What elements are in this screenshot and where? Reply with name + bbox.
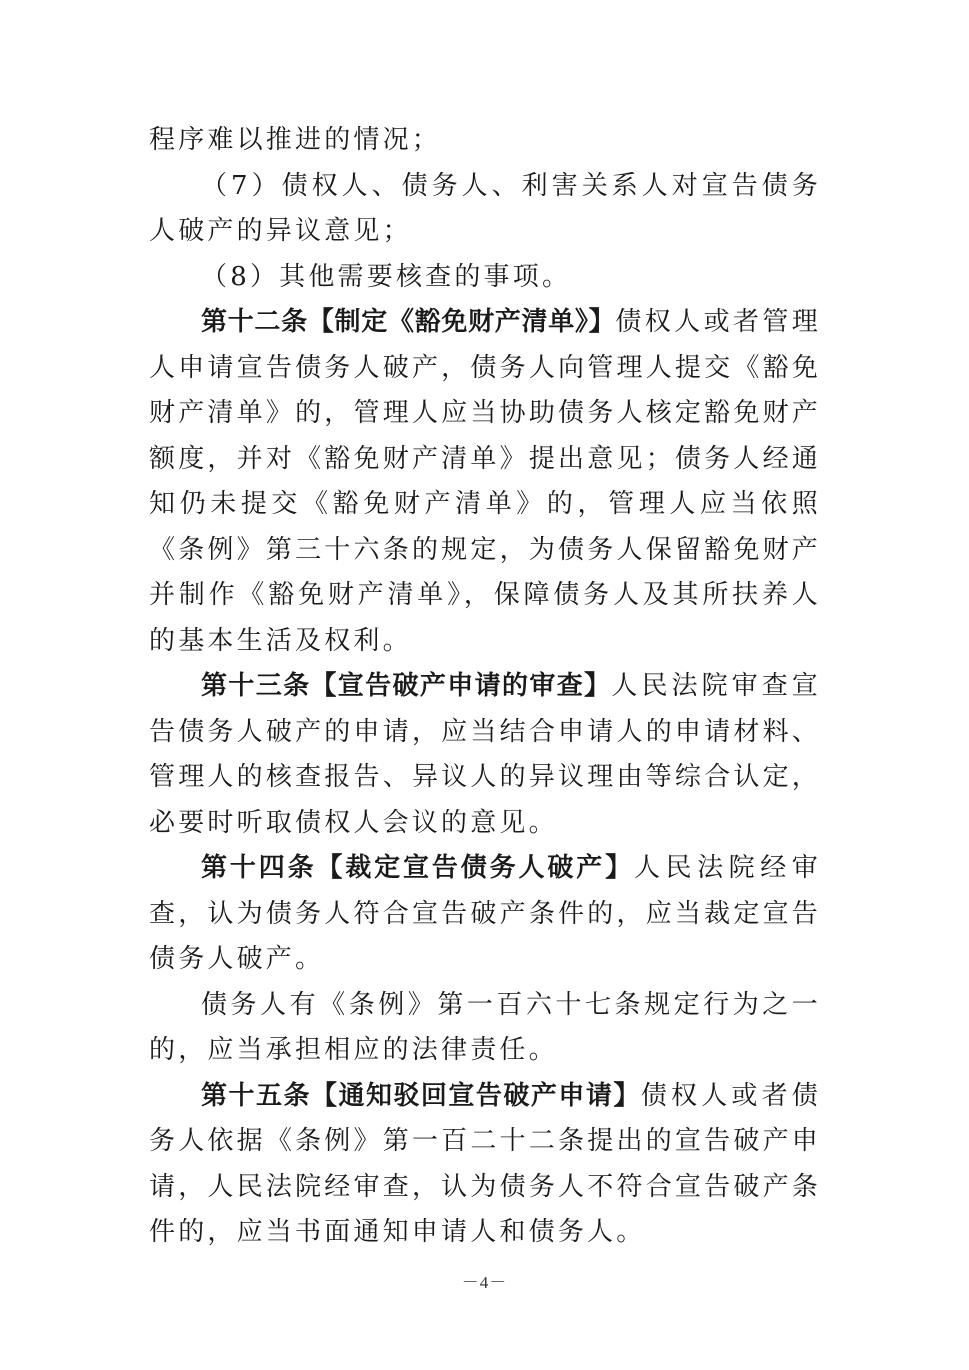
paragraph-text: 债务人有《条例》第一百六十七条规定行为之一的，应当承担相应的法律责任。 <box>149 989 821 1065</box>
article-heading: 第十五条【通知驳回宣告破产申请】 <box>201 1080 641 1111</box>
article-text: 人民法院经审查，认为债务人符合宣告破产条件的，应当裁定宣告债务人破产。 <box>149 853 821 974</box>
article-14 <box>149 846 821 983</box>
article-14-clause-2 <box>149 983 821 1074</box>
article-15 <box>149 1074 821 1256</box>
article-text: 债权人或者债务人依据《条例》第一百二十二条提出的宣告破产申请，人民法院经审查，认为债务人不符合宣告破产条件的，应当书面通知申请人和债务人。 <box>149 1080 821 1247</box>
document-body <box>149 118 821 1256</box>
paragraph-text: （8）其他需要核查的事项。 <box>201 261 572 292</box>
article-text: 人民法院审查宣告债务人破产的申请，应当结合申请人的申请材料、管理人的核查报告、异议人的异议理由等综合认定，必要时听取债权人会议的意见。 <box>149 671 821 838</box>
paragraph-item-8 <box>149 255 821 301</box>
article-12 <box>149 300 821 664</box>
paragraph-text: 程序难以推进的情况； <box>149 125 442 155</box>
paragraph-text: （7）债权人、债务人、利害关系人对宣告债务人破产的异议意见； <box>149 170 821 246</box>
article-13 <box>149 664 821 846</box>
article-heading: 第十二条【制定《豁免财产清单》】 <box>201 307 616 337</box>
page-number: －4－ <box>461 1273 508 1292</box>
article-text: 债权人或者管理人申请宣告债务人破产，债务人向管理人提交《豁免财产清单》的，管理人应当协助债务人核定豁免财产额度，并对《豁免财产清单》提出意见；债务人经通知仍未提交《豁免财产清单》的，管理人应当依照《条例》第三十六条的规定，为债务人保留豁免财产并制作《豁免财产清单》，保障债务人及其所扶养人的基本生活及权利。 <box>149 307 821 656</box>
paragraph-item-7 <box>149 164 821 255</box>
article-heading: 第十四条【裁定宣告债务人破产】 <box>201 853 634 883</box>
paragraph-continuation <box>149 118 821 164</box>
article-heading: 第十三条【宣告破产申请的审查】 <box>201 671 612 701</box>
